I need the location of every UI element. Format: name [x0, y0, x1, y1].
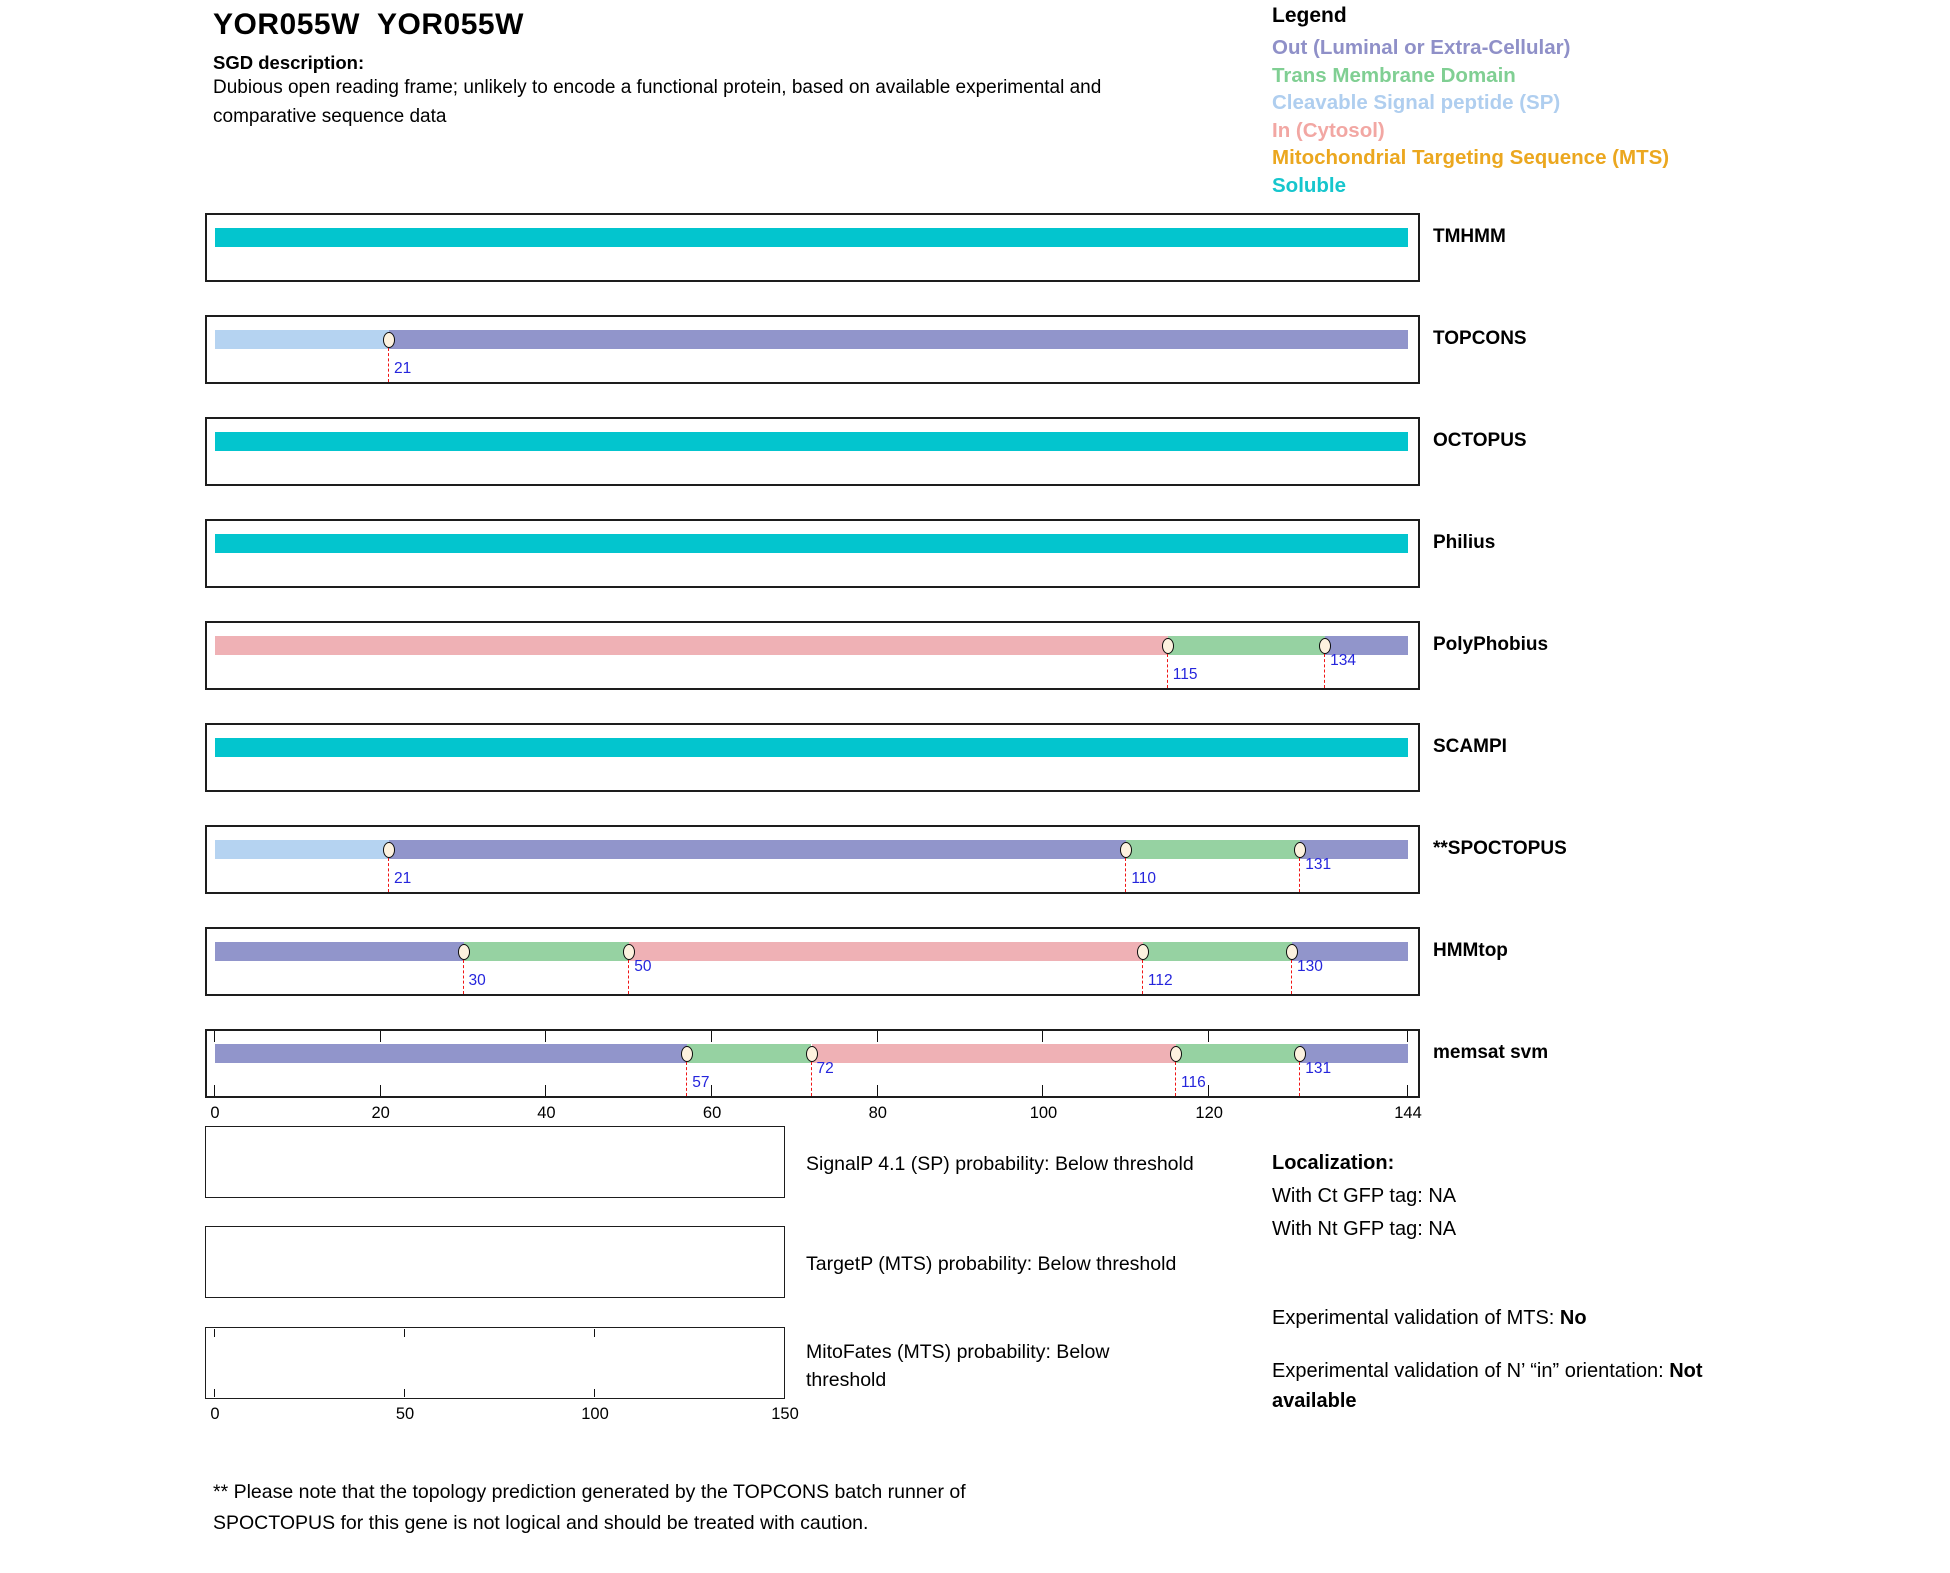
legend-item-out: Out (Luminal or Extra-Cellular): [1272, 36, 1571, 59]
track-segment-sp: [215, 330, 389, 349]
boundary-line: [1125, 858, 1126, 892]
boundary-number: 116: [1181, 1074, 1206, 1091]
residue-axis-tick: [214, 1031, 215, 1042]
mts-validation-value: No: [1559, 1307, 1587, 1329]
mts-validation-line: [1272, 1303, 1742, 1333]
boundary-line: [1299, 858, 1300, 892]
track-label: PolyPhobius: [1433, 634, 1549, 655]
boundary-marker: [383, 332, 395, 348]
track-box: [205, 927, 1420, 996]
boundary-line: [1324, 654, 1325, 688]
track-segment-soluble: [215, 228, 1408, 247]
probability-axis-tick: [214, 1329, 215, 1337]
track-box: [205, 621, 1420, 690]
legend-items: [1272, 34, 1742, 199]
legend-item-in: In (Cytosol): [1272, 118, 1385, 142]
orientation-validation-prefix: Experimental validation of N’ “in” orientation:: [1272, 1360, 1670, 1382]
residue-axis-tick: [1407, 1031, 1408, 1042]
residue-axis-label: 60: [702, 1104, 722, 1122]
residue-axis-tick: [1208, 1085, 1209, 1096]
residue-axis-label: 20: [371, 1104, 390, 1122]
track-segment-sp: [215, 840, 389, 859]
residue-axis-tick: [1042, 1085, 1043, 1096]
residue-axis-tick: [1042, 1031, 1043, 1042]
boundary-number: 72: [816, 1060, 834, 1077]
boundary-number: 131: [1305, 1060, 1332, 1077]
legend-item-mts: Mitochondrial Targeting Sequence (MTS): [1272, 146, 1670, 169]
boundary-line: [388, 348, 389, 382]
boundary-number: 21: [393, 870, 412, 887]
track-label: SCAMPI: [1433, 736, 1507, 757]
track-segment-in: [215, 636, 1168, 655]
track-segment-tm: [1143, 942, 1292, 961]
track-segment-out: [389, 840, 1126, 859]
boundary-marker: [1162, 638, 1174, 654]
track-box: [205, 213, 1420, 282]
track-label: memsat svm: [1433, 1042, 1549, 1063]
boundary-marker: [1137, 944, 1149, 960]
boundary-marker: [458, 944, 470, 960]
probability-axis-tick: [594, 1329, 595, 1337]
orientation-validation-value-1: Not: [1669, 1360, 1703, 1382]
track-segment-soluble: [215, 432, 1408, 451]
boundary-line: [463, 960, 464, 994]
orientation-validation-line: [1272, 1356, 1742, 1416]
sgd-description-label: SGD description:: [213, 52, 365, 73]
residue-axis-tick: [1407, 1085, 1408, 1096]
track-box: [205, 1029, 1420, 1098]
boundary-number: 112: [1147, 972, 1173, 989]
boundary-number: 21: [393, 360, 412, 377]
residue-axis-tick: [711, 1085, 712, 1096]
residue-axis-tick: [877, 1031, 878, 1042]
track-segment-soluble: [215, 738, 1408, 757]
localization-nt-gfp: With Nt GFP tag: NA: [1272, 1218, 1457, 1240]
probability-plot-box: [205, 1226, 785, 1298]
track-segment-tm: [1126, 840, 1300, 859]
boundary-line: [1167, 654, 1168, 688]
probability-plot-box: [205, 1327, 785, 1399]
sgd-description-text: Dubious open reading frame; unlikely to encode a functional protein, based on available experimental and comparative sequence data: [213, 77, 1102, 127]
probability-axis-label: 0: [210, 1405, 220, 1423]
boundary-line: [811, 1062, 812, 1096]
residue-axis-label: 0: [210, 1104, 220, 1122]
track-segment-tm: [1176, 1044, 1300, 1063]
residue-axis-tick: [380, 1085, 381, 1096]
track-box: [205, 519, 1420, 588]
track-label: **SPOCTOPUS: [1433, 838, 1567, 859]
residue-axis-tick: [545, 1085, 546, 1096]
boundary-line: [1291, 960, 1292, 994]
track-segment-in: [629, 942, 1143, 961]
residue-axis-label: 120: [1195, 1104, 1223, 1122]
residue-axis-tick: [214, 1085, 215, 1096]
boundary-number: 57: [692, 1074, 710, 1091]
residue-axis-tick: [877, 1085, 878, 1096]
probability-axis-label: 150: [771, 1405, 799, 1423]
boundary-line: [686, 1062, 687, 1096]
boundary-number: 134: [1330, 652, 1357, 669]
probability-plot-label: MitoFates (MTS) probability: Below threshold: [806, 1341, 1110, 1391]
residue-axis-tick: [1208, 1031, 1209, 1042]
track-segment-tm: [464, 942, 630, 961]
residue-axis-tick: [711, 1031, 712, 1042]
boundary-line: [1142, 960, 1143, 994]
residue-axis-tick: [545, 1031, 546, 1042]
localization-title: Localization:: [1272, 1152, 1395, 1174]
track-label: TOPCONS: [1433, 328, 1527, 349]
boundary-marker: [383, 842, 395, 858]
boundary-marker: [681, 1046, 693, 1062]
residue-axis-label: 40: [537, 1104, 556, 1122]
page-title: YOR055W YOR055W: [213, 8, 524, 41]
localization-ct-gfp: With Ct GFP tag: NA: [1272, 1185, 1457, 1207]
boundary-line: [1299, 1062, 1300, 1096]
track-segment-tm: [1168, 636, 1325, 655]
probability-axis-label: 50: [395, 1405, 415, 1423]
probability-plot-label: SignalP 4.1 (SP) probability: Below threshold: [806, 1153, 1194, 1175]
track-segment-out: [215, 942, 464, 961]
residue-axis-tick: [380, 1031, 381, 1042]
legend: [1272, 4, 1742, 199]
boundary-line: [388, 858, 389, 892]
orientation-validation-value-2: available: [1272, 1390, 1357, 1412]
track-segment-out: [215, 1044, 687, 1063]
track-label: HMMtop: [1433, 940, 1508, 961]
track-segment-in: [812, 1044, 1177, 1063]
probability-axis-tick: [404, 1329, 405, 1337]
residue-axis-label: 80: [868, 1104, 887, 1122]
probability-axis-tick: [404, 1389, 405, 1397]
track-label: TMHMM: [1433, 226, 1506, 247]
probability-plot-label: TargetP (MTS) probability: Below threshold: [806, 1253, 1177, 1275]
boundary-number: 131: [1305, 856, 1332, 873]
probability-plot-box: [205, 1126, 785, 1198]
probability-axis-label: 100: [581, 1405, 609, 1423]
residue-axis-label: 144: [1394, 1104, 1422, 1122]
track-label: Philius: [1433, 532, 1496, 553]
boundary-number: 130: [1297, 958, 1323, 975]
probability-axis-tick: [214, 1389, 215, 1397]
legend-item-soluble: Soluble: [1272, 173, 1347, 197]
legend-title: Legend: [1272, 4, 1347, 27]
boundary-marker: [1120, 842, 1132, 858]
boundary-marker: [1170, 1046, 1182, 1062]
track-segment-tm: [687, 1044, 811, 1063]
boundary-line: [1175, 1062, 1176, 1096]
boundary-line: [628, 960, 629, 994]
boundary-number: 115: [1172, 666, 1198, 683]
track-segment-soluble: [215, 534, 1408, 553]
legend-item-tm: Trans Membrane Domain: [1272, 63, 1516, 87]
boundary-number: 50: [634, 958, 652, 975]
boundary-number: 110: [1131, 870, 1157, 887]
legend-item-sp: Cleavable Signal peptide (SP): [1272, 91, 1561, 114]
boundary-number: 30: [468, 972, 486, 989]
spoctopus-caution-note: ** Please note that the topology prediction generated by the TOPCONS batch runner of SPOCTOPUS for this gene is not logical and should be treated with caution.: [213, 1481, 966, 1534]
track-label: OCTOPUS: [1433, 430, 1527, 451]
track-box: [205, 417, 1420, 486]
track-box: [205, 723, 1420, 792]
mts-validation-prefix: Experimental validation of MTS:: [1272, 1307, 1560, 1329]
residue-axis-label: 100: [1029, 1104, 1058, 1122]
probability-axis-tick: [594, 1389, 595, 1397]
track-segment-out: [389, 330, 1408, 349]
